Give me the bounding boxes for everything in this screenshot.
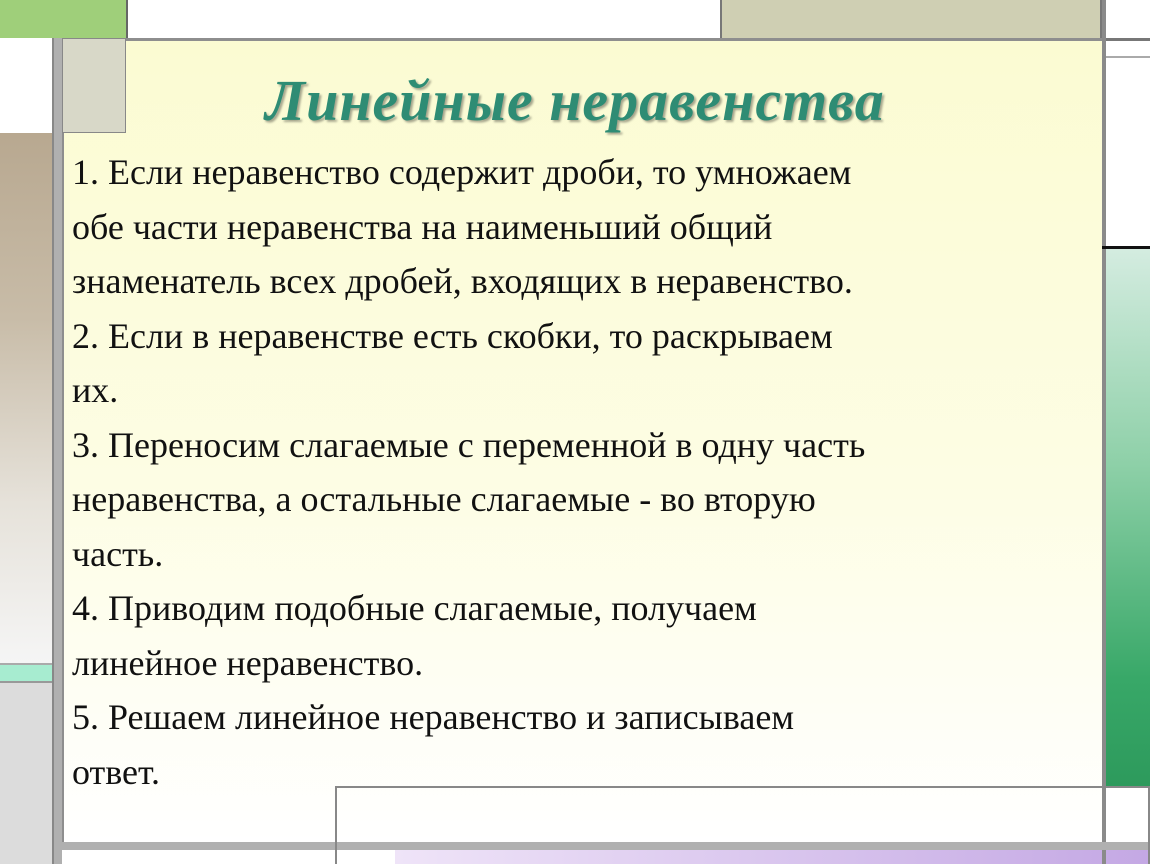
body-line: 3. Переносим слагаемые с переменной в одну часть	[72, 424, 866, 465]
divider-line	[1102, 246, 1150, 249]
slide-body-text	[72, 145, 1092, 799]
right-green-strip	[1106, 249, 1150, 786]
body-line: 4. Приводим подобные слагаемые, получаем	[72, 588, 757, 628]
body-line: 1. Если неравенство содержит дроби, то умножаем	[72, 152, 852, 192]
body-line: 5. Решаем линейное неравенство и записываем	[72, 697, 795, 737]
body-line: знаменатель всех дробей, входящих в неравенство.	[72, 261, 853, 301]
body-line: линейное неравенство.	[72, 642, 424, 683]
body-line: их.	[72, 370, 119, 410]
slide-title: Линейные неравенства	[265, 68, 885, 133]
left-gradient-strip	[0, 133, 52, 663]
body-line: ответ.	[72, 751, 161, 792]
body-line: неравенства, а остальные слагаемые - во вторую	[72, 479, 816, 519]
left-grey-block	[0, 681, 52, 864]
green-corner-block	[0, 0, 126, 38]
body-line: часть.	[72, 533, 164, 574]
tan-header-block	[720, 0, 1102, 40]
body-line: обе части неравенства на наименьший общий	[72, 206, 773, 247]
body-line: 2. Если в неравенстве есть скобки, то раскрываем	[72, 315, 833, 356]
divider-line	[126, 0, 128, 38]
divider-line	[1102, 56, 1150, 58]
left-aqua-strip	[0, 663, 52, 681]
divider-line	[1102, 38, 1150, 41]
left-frame-bar	[52, 38, 62, 864]
